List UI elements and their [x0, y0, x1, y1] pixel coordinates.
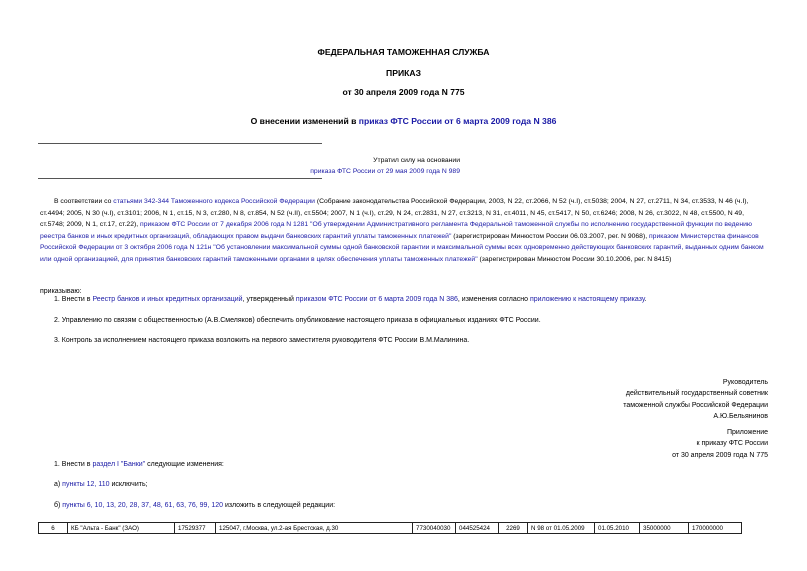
org-name: ФЕДЕРАЛЬНАЯ ТАМОЖЕННАЯ СЛУЖБА	[317, 47, 490, 57]
bank-table	[38, 522, 742, 534]
item1-link-registry[interactable]: Реестр банков и иных кредитных организаций	[92, 296, 243, 303]
appendix-item-a-pre: а)	[54, 481, 63, 488]
appendix-title: Приложение	[726, 429, 768, 436]
table-cell-bank-name: КБ "Альта - Банк" (ЗАО)	[68, 523, 175, 534]
appendix-item-b-pre: б)	[54, 502, 63, 509]
item1-text-c: , изменения согласно	[457, 296, 530, 303]
item1-text-d: .	[644, 296, 647, 303]
appendix-item-b	[54, 500, 335, 511]
table-cell-number: 6	[39, 523, 68, 534]
preamble	[40, 196, 770, 265]
appendix-link-points-revised[interactable]: пункты 6, 10, 13, 20, 28, 37, 48, 61, 63, 76, 99, 120	[62, 502, 223, 509]
preamble-link-3[interactable]: приказом Министерства финансов Российской Федерации от 3 октября 2006 года N 121н "Об установлении максимальной суммы одной банковской гарантии и максимальной суммы всех одновременно действующих банковских гарантий, выданных одним банком или одной организацией, для принятия банковских гарантий таможенными органами в целях обеспечения уплаты таможенных платежей"	[40, 232, 764, 263]
preamble-text-1: В соответствии со	[54, 198, 114, 205]
signature-rank: действительный государственный советник	[625, 390, 768, 398]
table-cell-max-total: 170000000	[689, 523, 742, 534]
signature-position: Руководитель	[722, 379, 768, 386]
appendix-item-b-post: изложить в следующей редакции:	[223, 502, 336, 509]
doc-type: ПРИКАЗ	[386, 68, 421, 78]
item1-link-order[interactable]: приказом ФТС России от 6 марта 2009 года N 386	[295, 296, 458, 303]
appendix-link-section[interactable]: раздел I "Банки"	[92, 461, 146, 468]
lost-force-link[interactable]: приказа ФТС России от 29 мая 2009 года N 989	[310, 167, 460, 175]
divider-bottom	[38, 178, 322, 179]
table-cell-inn: 7730040030	[413, 523, 456, 534]
title-text: О внесении изменений в	[250, 116, 359, 126]
title-link[interactable]: приказ ФТС России от 6 марта 2009 года N 386	[358, 116, 557, 126]
appendix-item-1-pre: 1. Внести в	[54, 461, 93, 468]
appendix-item-1	[54, 459, 224, 470]
item1-text-a: 1. Внести в	[54, 296, 93, 303]
appendix-ref: к приказу ФТС России	[696, 440, 768, 448]
doc-title	[0, 116, 807, 126]
appendix-header	[560, 427, 768, 461]
table-cell-license: 2269	[499, 523, 528, 534]
order-item-3: 3. Контроль за исполнением настоящего приказа возложить на первого заместителя руководителя ФТС России В.М.Малинина.	[54, 337, 470, 344]
preamble-link-1[interactable]: статьями 342-344 Таможенного кодекса Российской Федерации	[113, 198, 315, 205]
order-item-2: 2. Управлению по связям с общественностью (А.В.Смеляков) обеспечить опубликование настоящего приказа в официальных изданиях ФТС России.	[54, 317, 541, 324]
signature-name: А.Ю.Бельянинов	[713, 413, 768, 421]
signature-block	[560, 377, 768, 423]
appendix-item-a	[54, 479, 148, 490]
appendix-item-1-post: следующие изменения:	[145, 461, 224, 468]
appendix-link-points-excluded[interactable]: пункты 12, 110	[62, 481, 110, 488]
item1-link-appendix[interactable]: приложению к настоящему приказу	[529, 296, 645, 303]
preamble-link-2[interactable]: приказом ФТС России от 7 декабря 2006 года N 1281 "Об утверждении Административного регламента Федеральной таможенной службы по исполнению государственной функции по ведению реестра банков и иных кредитных организаций, обладающих правом выдачи банковских гарантий уплаты таможенных платежей"	[40, 221, 752, 240]
doc-date: от 30 апреля 2009 года N 775	[342, 87, 465, 97]
preamble-text-2: (Собрание законодательства Российской Федерации, 2003, N 22, ст.2066, N 52 (ч.I), ст.5038; 2004, N 27, ст.2711, N 34, ст.3533, N 46 (ч.I), ст.4494; 2005, N 30 (ч.I), ст.3101; 2006, N 1, ст.15, N 3, ст.280, N 8, ст.854, N 52 (ч.II), ст.5504; 2007, N 1 (ч.I), ст.29, N 24, ст.2831, N 27, ст.3213, N 31, ст.4011, N 45, ст.5417, N 50, ст.6246; 2008, N 26, ст.3022, N 48, ст.5500, N 49, ст.5748; 2009, N 1, ст.17, ст.22),	[40, 198, 749, 228]
table-cell-address: 125047, г.Москва, ул.2-ая Брестская, д.30	[216, 523, 413, 534]
table-cell-valid-until: 01.05.2010	[595, 523, 640, 534]
lost-force-line: Утратил силу на основании	[373, 157, 460, 164]
preamble-text-4: (зарегистрирован Минюстом России 30.10.2006, рег. N 8415)	[477, 255, 672, 263]
table-cell-bik: 044525424	[456, 523, 499, 534]
signature-service: таможенной службы Российской Федерации	[623, 401, 768, 409]
item1-text-b: , утвержденный	[242, 296, 296, 303]
divider-top	[38, 143, 322, 144]
appendix-date: от 30 апреля 2009 года N 775	[672, 451, 768, 459]
table-row	[39, 523, 742, 534]
lost-force-note	[300, 156, 460, 177]
appendix-item-a-post: исключить;	[109, 481, 148, 488]
table-cell-certificate: N 98 от 01.05.2009	[528, 523, 595, 534]
table-cell-max-single: 35000000	[640, 523, 689, 534]
table-cell-okpo: 17529377	[175, 523, 216, 534]
order-word: приказываю:	[40, 288, 82, 295]
preamble-text-3: (зарегистрирован Минюстом России 06.03.2007, рег. N 9068),	[451, 232, 649, 240]
order-item-1	[54, 294, 774, 305]
